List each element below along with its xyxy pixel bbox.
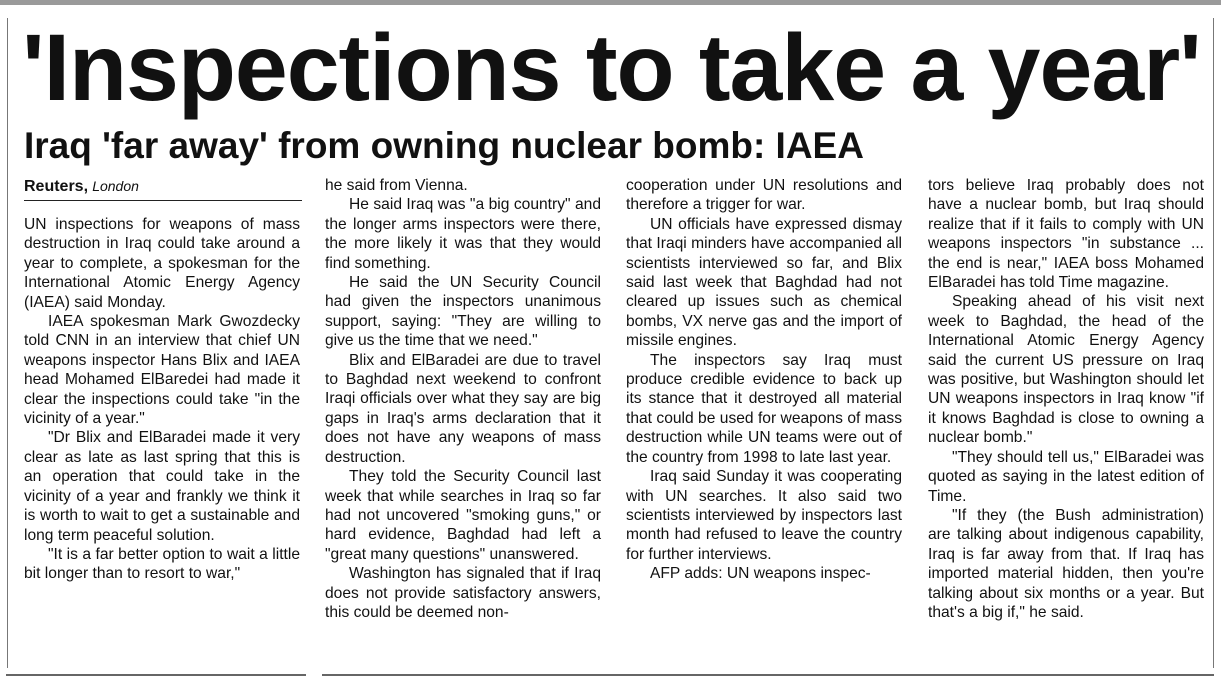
- article-column-3: [626, 176, 902, 584]
- bottom-rule-right: [322, 674, 1214, 676]
- article-column-4: [928, 176, 1204, 622]
- paragraph: He said Iraq was "a big country" and the longer arms inspectors were there, the more likely it was that they would find something.: [325, 196, 601, 272]
- bottom-rule-left: [6, 674, 306, 676]
- paragraph: "They should tell us," ElBaradei was quoted as saying in the latest edition of Time.: [928, 448, 1204, 505]
- subheadline: Iraq 'far away' from owning nuclear bomb: IAEA: [24, 125, 864, 166]
- paragraph: "It is a far better option to wait a little bit longer than to resort to war,": [24, 545, 300, 583]
- paragraph: "If they (the Bush administration) are talking about indigenous capability, Iraq is far away from that. If Iraq has imported material hidden, then you're talking about six months or a year. But that's a big if," he said.: [928, 506, 1204, 621]
- paragraph: he said from Vienna.: [325, 177, 468, 194]
- left-column-rule: [7, 18, 8, 668]
- paragraph: tors believe Iraq probably does not have a nuclear bomb, but Iraq should realize that if it fails to comply with UN weapons inspectors "in substance ... the end is near," IAEA boss Mohamed ElBaradei has told Time magazine.: [928, 177, 1204, 292]
- paragraph: UN officials have expressed dismay that Iraqi minders have accompanied all scientists interviewed so far, and Blix said last week that Baghdad had not cleared up issues such as chemical bombs, VX nerve gas and the import of missile engines.: [626, 215, 902, 350]
- paragraph: Iraq said Sunday it was cooperating with UN searches. It also said two scientists interviewed by inspectors last month had refused to leave the country for further interviews.: [626, 468, 902, 563]
- byline: [24, 176, 304, 197]
- paragraph: UN inspections for weapons of mass destruction in Iraq could take around a year to complete, a spokesman for the International Atomic Energy Agency (IAEA) said Monday.: [24, 216, 300, 311]
- paragraph: They told the Security Council last week that while searches in Iraq so far had not uncovered "smoking guns," or hard evidence, Baghdad had left a "great many questions" unanswered.: [325, 468, 601, 563]
- paragraph: cooperation under UN resolutions and therefore a trigger for war.: [626, 177, 902, 214]
- article-column-2: [325, 176, 601, 622]
- paragraph: IAEA spokesman Mark Gwozdecky told CNN in an interview that chief UN weapons inspector Hans Blix and IAEA head Mohamed ElBaredei had made it clear the inspections could take "in the vicinity of a year.": [24, 313, 300, 428]
- article-column-1: [24, 215, 300, 584]
- right-column-rule: [1213, 18, 1214, 668]
- paragraph: He said the UN Security Council had given the inspectors unanimous support, saying: "They are willing to give us the time that we need.": [325, 274, 601, 350]
- paragraph: Blix and ElBaradei are due to travel to Baghdad next weekend to confront Iraqi officials over what they say are big gaps in Iraq's arms declaration that it does not have any weapons of mass destruction.: [325, 351, 601, 466]
- byline-agency: Reuters,: [24, 178, 89, 195]
- byline-rule: [24, 200, 302, 201]
- paragraph: Speaking ahead of his visit next week to Baghdad, the head of the International Atomic Energy Agency said the current US pressure on Iraq was positive, but Washington should let UN weapons inspectors in Iraq know "if it knows Baghdad is close to owning a nuclear bomb.": [928, 293, 1204, 447]
- headline: 'Inspections to take a year': [22, 15, 1201, 121]
- paragraph: AFP adds: UN weapons inspec-: [650, 565, 871, 583]
- byline-location: London: [92, 178, 139, 194]
- paragraph: The inspectors say Iraq must produce credible evidence to back up its stance that it destroyed all material that could be used for weapons of mass destruction while UN teams were out of the country from 1998 to late last year.: [626, 351, 902, 466]
- top-border: [0, 0, 1221, 5]
- paragraph: Washington has signaled that if Iraq does not provide satisfactory answers, this could be deemed non-: [325, 565, 601, 621]
- paragraph: "Dr Blix and ElBaradei made it very clear as late as last spring that this is an operation that could take in the vicinity of a year and frankly we think it is worth to wait to get a sustainable and long term peaceful solution.: [24, 429, 300, 544]
